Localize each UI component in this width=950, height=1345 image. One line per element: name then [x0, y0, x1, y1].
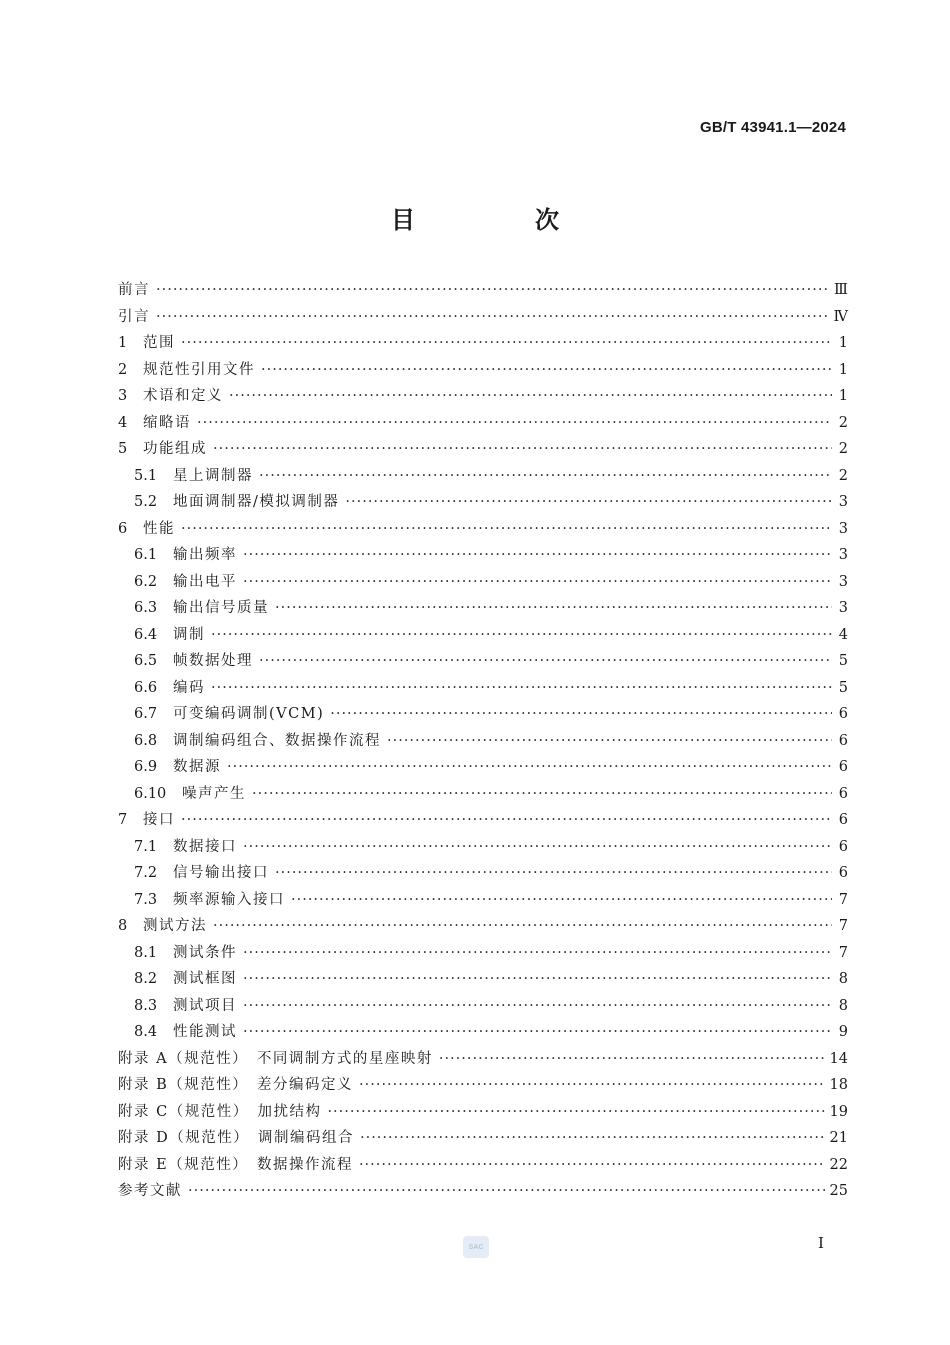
- toc-entry-page: 3: [838, 547, 848, 563]
- toc-entry-title: 前言: [118, 282, 150, 298]
- dot-leader: [213, 436, 832, 463]
- toc-entry[interactable]: [118, 304, 848, 331]
- toc-entry-title: 引言: [118, 308, 150, 325]
- toc-entry[interactable]: [118, 807, 848, 834]
- toc-entry-title: 功能组成: [143, 441, 207, 457]
- toc-entry-title: 性能测试: [173, 1024, 237, 1040]
- toc-entry[interactable]: [118, 622, 848, 649]
- toc-entry-number: 6.7: [134, 706, 158, 722]
- dot-leader: [360, 1125, 826, 1152]
- dot-leader: [156, 277, 830, 304]
- toc-entry[interactable]: [118, 516, 848, 543]
- toc-entry[interactable]: [118, 1046, 848, 1073]
- dot-leader: [227, 754, 832, 781]
- toc-entry-page: 4: [838, 626, 848, 643]
- dot-leader: [439, 1046, 826, 1073]
- toc-entry-page: 3: [838, 520, 848, 537]
- toc-entry-title: 地面调制器/模拟调制器: [173, 494, 340, 510]
- toc-entry-title: 信号输出接口: [173, 865, 269, 881]
- toc-entry-title: 输出电平: [173, 573, 237, 590]
- dot-leader: [359, 1072, 826, 1099]
- toc-entry[interactable]: [118, 463, 848, 490]
- toc-entry-number: 6: [118, 520, 128, 537]
- toc-entry-page: 19: [829, 1103, 848, 1120]
- dot-leader: [181, 330, 832, 357]
- toc-entry-title: 可变编码调制(VCM): [173, 706, 325, 722]
- toc-entry-number: 8.4: [134, 1024, 158, 1040]
- toc-entry-page: 1: [838, 335, 848, 351]
- toc-entry[interactable]: [118, 436, 848, 463]
- toc-entry-title: 调制: [173, 626, 205, 643]
- toc-entry-title: 附录 E（规范性） 数据操作流程: [118, 1156, 353, 1173]
- toc-entry[interactable]: [118, 860, 848, 887]
- toc-entry-number: 7.3: [134, 891, 158, 908]
- standard-code: GB/T 43941.1—2024: [700, 119, 846, 136]
- dot-leader: [243, 966, 832, 993]
- toc-entry-page: 6: [838, 759, 848, 775]
- dot-leader: [188, 1178, 826, 1205]
- toc-entry-title: 附录 C（规范性） 加扰结构: [118, 1103, 322, 1120]
- toc-entry[interactable]: [118, 595, 848, 622]
- toc-entry[interactable]: [118, 1178, 848, 1205]
- dot-leader: [243, 993, 832, 1020]
- toc-entry[interactable]: [118, 675, 848, 702]
- dot-leader: [259, 648, 832, 675]
- dot-leader: [243, 569, 832, 596]
- toc-entry[interactable]: [118, 383, 848, 410]
- toc-entry-title: 接口: [143, 812, 175, 828]
- toc-entry[interactable]: [118, 277, 848, 304]
- toc-title: 目 次: [391, 205, 607, 234]
- toc-entry-page: 2: [838, 467, 848, 484]
- toc-entry-page: 25: [829, 1183, 848, 1199]
- toc-entry-page: 22: [829, 1156, 848, 1173]
- dot-leader: [243, 542, 832, 569]
- dot-leader: [345, 489, 832, 516]
- toc-entry[interactable]: [118, 648, 848, 675]
- dot-leader: [229, 383, 832, 410]
- toc-entry-number: 7.1: [134, 838, 158, 855]
- toc-entry[interactable]: [118, 330, 848, 357]
- toc-entry-page: 6: [838, 706, 848, 722]
- toc-entry-number: 3: [118, 388, 128, 404]
- toc-entry-number: 6.2: [134, 573, 158, 590]
- toc-entry-number: 8: [118, 918, 128, 934]
- toc-entry[interactable]: [118, 1099, 848, 1126]
- toc-entry-title: 附录 B（规范性） 差分编码定义: [118, 1077, 354, 1093]
- toc-entry[interactable]: [118, 410, 848, 437]
- toc-entry-page: 5: [838, 653, 848, 669]
- toc-entry[interactable]: [118, 887, 848, 914]
- toc-entry-title: 调制编码组合、数据操作流程: [173, 732, 381, 749]
- toc-entry-page: 6: [838, 812, 848, 828]
- toc-entry[interactable]: [118, 542, 848, 569]
- toc-entry-page: 3: [838, 600, 848, 616]
- toc-entry-title: 测试项目: [173, 997, 237, 1014]
- toc-entry-page: 7: [838, 891, 848, 908]
- dot-leader: [259, 463, 832, 490]
- toc-entry-title: 附录 A（规范性） 不同调制方式的星座映射: [118, 1050, 433, 1067]
- toc-entry-page: Ⅲ: [834, 282, 848, 298]
- toc-entry-number: 6.8: [134, 732, 158, 749]
- toc-entry-page: 7: [838, 944, 848, 961]
- dot-leader: [211, 675, 832, 702]
- toc-entry-title: 规范性引用文件: [143, 361, 255, 378]
- toc-entry-page: 1: [838, 361, 848, 378]
- toc-entry-page: 6: [838, 785, 848, 802]
- toc-entry-page: 1: [838, 388, 848, 404]
- toc-entry-title: 测试框图: [173, 971, 237, 987]
- toc-entry-title: 范围: [143, 335, 175, 351]
- dot-leader: [243, 940, 832, 967]
- toc-entry-page: 9: [838, 1024, 848, 1040]
- toc-entry-page: 21: [829, 1130, 848, 1146]
- toc-entry-page: 6: [838, 838, 848, 855]
- toc-entry[interactable]: [118, 1125, 848, 1152]
- toc-entry-page: 3: [838, 573, 848, 590]
- toc-entry-number: 8.2: [134, 971, 158, 987]
- toc-entry-title: 输出信号质量: [173, 600, 269, 616]
- toc-entry-page: 8: [838, 971, 848, 987]
- toc-entry[interactable]: [118, 1072, 848, 1099]
- dot-leader: [181, 807, 832, 834]
- toc-entry-title: 帧数据处理: [173, 653, 253, 669]
- toc-entry-title: 噪声产生: [182, 785, 246, 802]
- toc-entry-number: 6.5: [134, 653, 158, 669]
- toc-entry-number: 8.3: [134, 997, 158, 1014]
- toc-entry[interactable]: [118, 913, 848, 940]
- toc-entry[interactable]: [118, 728, 848, 755]
- toc-entry-title: 编码: [173, 679, 205, 696]
- toc-entry[interactable]: [118, 1019, 848, 1046]
- toc-entry-title: 性能: [143, 520, 175, 537]
- sac-logo-icon: SAC: [463, 1236, 489, 1258]
- toc-entry-number: 6.10: [134, 785, 167, 802]
- toc-entry-title: 测试条件: [173, 944, 237, 961]
- toc-entry-number: 7: [118, 812, 128, 828]
- toc-entry-page: 3: [838, 494, 848, 510]
- toc-entry-number: 1: [118, 335, 128, 351]
- dot-leader: [181, 516, 832, 543]
- toc-entry-title: 参考文献: [118, 1183, 182, 1199]
- toc-entry-number: 6.1: [134, 547, 158, 563]
- toc-entry-number: 6.4: [134, 626, 158, 643]
- toc-entry-page: 8: [838, 997, 848, 1014]
- dot-leader: [197, 410, 832, 437]
- toc-entry-title: 频率源输入接口: [173, 891, 285, 908]
- toc-entry[interactable]: [118, 966, 848, 993]
- toc-entry-title: 测试方法: [143, 918, 207, 934]
- toc-entry-page: 6: [838, 865, 848, 881]
- toc-entry[interactable]: [118, 834, 848, 861]
- dot-leader: [327, 1099, 825, 1126]
- toc-entry-number: 8.1: [134, 944, 158, 961]
- toc-entry[interactable]: [118, 754, 848, 781]
- dot-leader: [387, 728, 832, 755]
- dot-leader: [243, 834, 832, 861]
- dot-leader: [275, 595, 832, 622]
- toc-entry-title: 附录 D（规范性） 调制编码组合: [118, 1130, 354, 1146]
- toc-entry-number: 6.6: [134, 679, 158, 696]
- toc-entry-page: 2: [838, 414, 848, 431]
- toc-entry-title: 数据源: [173, 759, 221, 775]
- dot-leader: [243, 1019, 832, 1046]
- toc-entry-number: 5.2: [134, 494, 158, 510]
- dot-leader: [261, 357, 832, 384]
- toc-entry-number: 2: [118, 361, 128, 378]
- toc-entry-page: 7: [838, 918, 848, 934]
- toc-entry-page: 14: [829, 1050, 848, 1067]
- toc-entry-title: 数据接口: [173, 838, 237, 855]
- dot-leader: [275, 860, 832, 887]
- toc-entry[interactable]: [118, 489, 848, 516]
- dot-leader: [156, 304, 830, 331]
- toc-entry-title: 星上调制器: [173, 467, 253, 484]
- toc-entry-number: 5: [118, 441, 128, 457]
- dot-leader: [211, 622, 832, 649]
- toc-entry-page: 2: [838, 441, 848, 457]
- toc-entry-title: 缩略语: [143, 414, 191, 431]
- toc-entry[interactable]: [118, 701, 848, 728]
- toc-entry[interactable]: [118, 569, 848, 596]
- toc-entry-number: 5.1: [134, 467, 158, 484]
- toc-entry[interactable]: [118, 357, 848, 384]
- toc-entry[interactable]: [118, 781, 848, 808]
- dot-leader: [252, 781, 832, 808]
- toc-entry-page: 5: [838, 679, 848, 696]
- toc-entry-page: Ⅳ: [833, 308, 848, 325]
- dot-leader: [213, 913, 832, 940]
- toc-entry-page: 18: [829, 1077, 848, 1093]
- dot-leader: [291, 887, 832, 914]
- toc-entry-title: 术语和定义: [143, 388, 223, 404]
- toc-entry-title: 输出频率: [173, 547, 237, 563]
- dot-leader: [359, 1152, 826, 1179]
- toc-entry-number: 6.9: [134, 759, 158, 775]
- toc-entry[interactable]: [118, 1152, 848, 1179]
- toc-entry-number: 6.3: [134, 600, 158, 616]
- page-number: Ⅰ: [818, 1234, 824, 1252]
- toc-entry[interactable]: [118, 940, 848, 967]
- toc-entry-number: 4: [118, 414, 128, 431]
- toc-entry[interactable]: [118, 993, 848, 1020]
- table-of-contents: [118, 277, 848, 1205]
- toc-entry-page: 6: [838, 732, 848, 749]
- dot-leader: [330, 701, 832, 728]
- toc-entry-number: 7.2: [134, 865, 158, 881]
